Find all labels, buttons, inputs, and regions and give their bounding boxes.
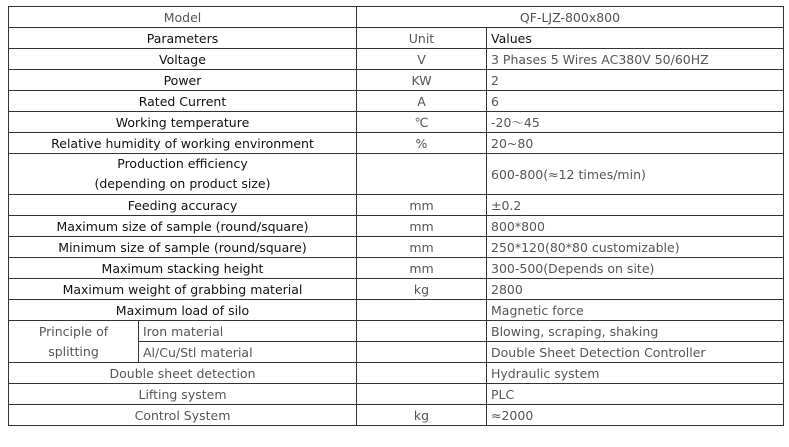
unit-cell: % — [357, 133, 487, 154]
value-cell: 3 Phases 5 Wires AC380V 50/60HZ — [487, 49, 784, 70]
model-label: Model — [9, 7, 357, 28]
splitting-sub-cell: Iron material — [139, 321, 357, 342]
param-cell: Feeding accuracy — [9, 195, 357, 216]
param-cell — [9, 154, 357, 195]
param-line: (depending on product size) — [94, 176, 271, 191]
unit-cell — [357, 384, 487, 405]
table-row — [9, 91, 784, 112]
table-row — [9, 216, 784, 237]
table-row — [9, 405, 784, 426]
param-cell: Minimum size of sample (round/square) — [9, 237, 357, 258]
unit-cell: KW — [357, 70, 487, 91]
unit-cell: ℃ — [357, 112, 487, 133]
unit-cell: mm — [357, 195, 487, 216]
param-cell: Maximum size of sample (round/square) — [9, 216, 357, 237]
unit-cell: mm — [357, 237, 487, 258]
header-values: Values — [487, 28, 784, 49]
table-row — [9, 363, 784, 384]
value-cell: 800*800 — [487, 216, 784, 237]
table-row — [9, 70, 784, 91]
param-cell: Relative humidity of working environment — [9, 133, 357, 154]
value-cell: ±0.2 — [487, 195, 784, 216]
value-cell: -20～45 — [487, 112, 784, 133]
table-row — [9, 154, 784, 195]
param-cell: Control System — [9, 405, 357, 426]
param-cell: Working temperature — [9, 112, 357, 133]
unit-cell: A — [357, 91, 487, 112]
param-cell: Power — [9, 70, 357, 91]
unit-cell — [357, 300, 487, 321]
param-cell: Maximum weight of grabbing material — [9, 279, 357, 300]
table-row — [9, 133, 784, 154]
value-cell: ≈2000 — [487, 405, 784, 426]
table-row — [9, 112, 784, 133]
param-line: Production efficiency — [117, 156, 248, 171]
unit-cell — [357, 342, 487, 363]
splitting-label — [9, 321, 139, 363]
value-cell: Hydraulic system — [487, 363, 784, 384]
table-row — [9, 300, 784, 321]
param-cell: Maximum load of silo — [9, 300, 357, 321]
unit-cell: V — [357, 49, 487, 70]
param-cell: Lifting system — [9, 384, 357, 405]
value-cell: 600-800(≈12 times/min) — [487, 154, 784, 195]
table-row — [9, 195, 784, 216]
param-cell: Double sheet detection — [9, 363, 357, 384]
table-row — [9, 258, 784, 279]
value-cell: PLC — [487, 384, 784, 405]
unit-cell: mm — [357, 258, 487, 279]
unit-cell: mm — [357, 216, 487, 237]
table-row — [9, 237, 784, 258]
header-parameters: Parameters — [9, 28, 357, 49]
spec-table — [8, 6, 784, 426]
splitting-label-line: Principle of — [38, 323, 109, 339]
unit-cell: kg — [357, 279, 487, 300]
value-cell: 300-500(Depends on site) — [487, 258, 784, 279]
table-row — [9, 384, 784, 405]
value-cell: 6 — [487, 91, 784, 112]
model-row — [9, 7, 784, 28]
splitting-sub-cell: Al/Cu/Stl material — [139, 342, 357, 363]
value-cell: 2 — [487, 70, 784, 91]
table-row — [9, 49, 784, 70]
table-row — [9, 279, 784, 300]
param-cell: Rated Current — [9, 91, 357, 112]
param-cell: Voltage — [9, 49, 357, 70]
unit-cell — [357, 154, 487, 195]
param-cell: Maximum stacking height — [9, 258, 357, 279]
model-value: QF-LJZ-800x800 — [357, 7, 784, 28]
unit-cell: kg — [357, 405, 487, 426]
header-unit: Unit — [357, 28, 487, 49]
unit-cell — [357, 321, 487, 342]
splitting-row — [9, 321, 784, 342]
value-cell: Double Sheet Detection Controller — [487, 342, 784, 363]
unit-cell — [357, 363, 487, 384]
splitting-label-line: splitting — [48, 343, 99, 359]
value-cell: 2800 — [487, 279, 784, 300]
value-cell: 250*120(80*80 customizable) — [487, 237, 784, 258]
value-cell: Blowing, scraping, shaking — [487, 321, 784, 342]
header-row — [9, 28, 784, 49]
value-cell: 20~80 — [487, 133, 784, 154]
value-cell: Magnetic force — [487, 300, 784, 321]
